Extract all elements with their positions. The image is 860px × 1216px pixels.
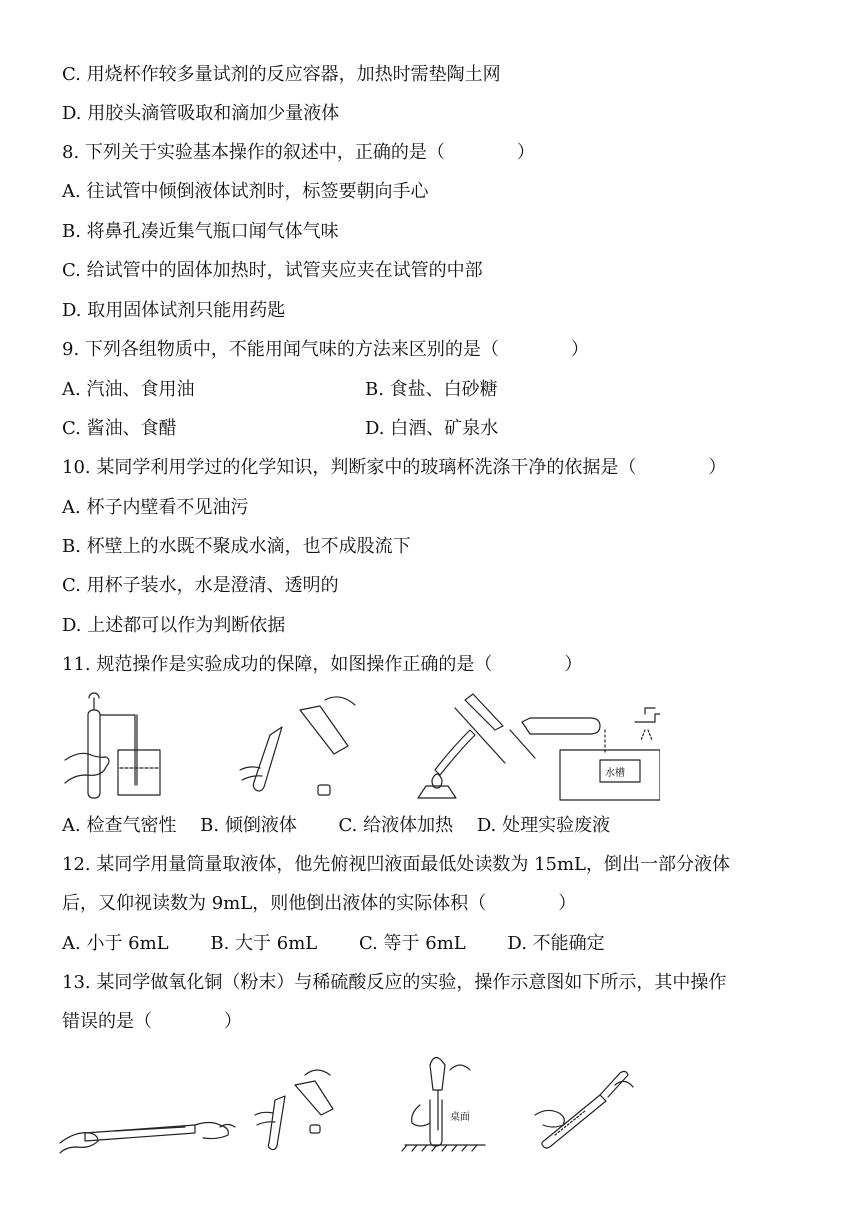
q7-option-d: D. 用胶头滴管吸取和滴加少量液体: [62, 103, 340, 124]
q10-option-a: A. 杯子内壁看不见油污: [62, 497, 249, 518]
sink-label: 水槽: [605, 768, 625, 779]
q8-option-b: B. 将鼻孔凑近集气瓶口闻气体气味: [62, 221, 339, 242]
q9-option-c: C. 酱油、食醋: [62, 418, 177, 439]
stopper-on-desk-illustration: [402, 1058, 485, 1152]
pour-acid-illustration: [255, 1070, 333, 1150]
add-powder-illustration: [60, 1123, 235, 1154]
q9-options-row2: [62, 418, 499, 440]
shake-tube-illustration: [535, 1071, 633, 1148]
dispose-waste-illustration: [522, 708, 660, 800]
q10-option-b: B. 杯壁上的水既不聚成水滴，也不成股流下: [62, 536, 411, 557]
pour-liquid-illustration: [240, 697, 355, 795]
q12-options: A. 小于 6mL B. 大于 6mL C. 等于 6mL D. 不能确定: [62, 933, 605, 954]
q7-option-c: C. 用烧杯作较多量试剂的反应容器，加热时需垫陶土网: [62, 64, 501, 85]
q10-stem: 10. 某同学利用学过的化学知识，判断家中的玻璃杯洗涤干净的依据是（ ）: [62, 457, 727, 478]
q8-option-c: C. 给试管中的固体加热时，试管夹应夹在试管的中部: [62, 260, 483, 281]
q9-stem: 9. 下列各组物质中，不能用闻气味的方法来区别的是（ ）: [62, 339, 589, 360]
heat-liquid-illustration: [418, 694, 535, 798]
q11-figures: [60, 690, 660, 805]
q12-stem-line2: 后，又仰视读数为 9mL，则他倒出液体的实际体积（ ）: [62, 893, 577, 914]
q8-option-a: A. 往试管中倾倒液体试剂时，标签要朝向手心: [62, 181, 429, 202]
q8-option-d: D. 取用固体试剂只能用药匙: [62, 300, 286, 321]
q8-stem: 8. 下列关于实验基本操作的叙述中，正确的是（ ）: [62, 142, 535, 163]
q13-stem-line2: 错误的是（ ）: [62, 1011, 242, 1032]
desk-label: 桌面: [450, 1112, 470, 1123]
q12-stem-line1: 12. 某同学用量筒量取液体，他先俯视凹液面最低处读数为 15mL，倒出一部分液体: [62, 854, 730, 875]
q11-options: A. 检查气密性 B. 倾倒液体 C. 给液体加热 D. 处理实验废液: [62, 815, 611, 836]
q13-figures: [55, 1045, 635, 1155]
q9-option-b: B. 食盐、白砂糖: [365, 379, 498, 400]
airtightness-check-illustration: [65, 693, 160, 798]
q10-option-d: D. 上述都可以作为判断依据: [62, 615, 286, 636]
q9-option-a: A. 汽油、食用油: [62, 379, 195, 400]
q9-options-row1: [62, 379, 498, 401]
q10-option-c: C. 用杯子装水，水是澄清、透明的: [62, 575, 339, 596]
q9-option-d: D. 白酒、矿泉水: [365, 418, 499, 439]
q11-stem: 11. 规范操作是实验成功的保障，如图操作正确的是（ ）: [62, 654, 583, 675]
q13-stem-line1: 13. 某同学做氧化铜（粉末）与稀硫酸反应的实验，操作示意图如下所示，其中操作: [62, 972, 727, 993]
